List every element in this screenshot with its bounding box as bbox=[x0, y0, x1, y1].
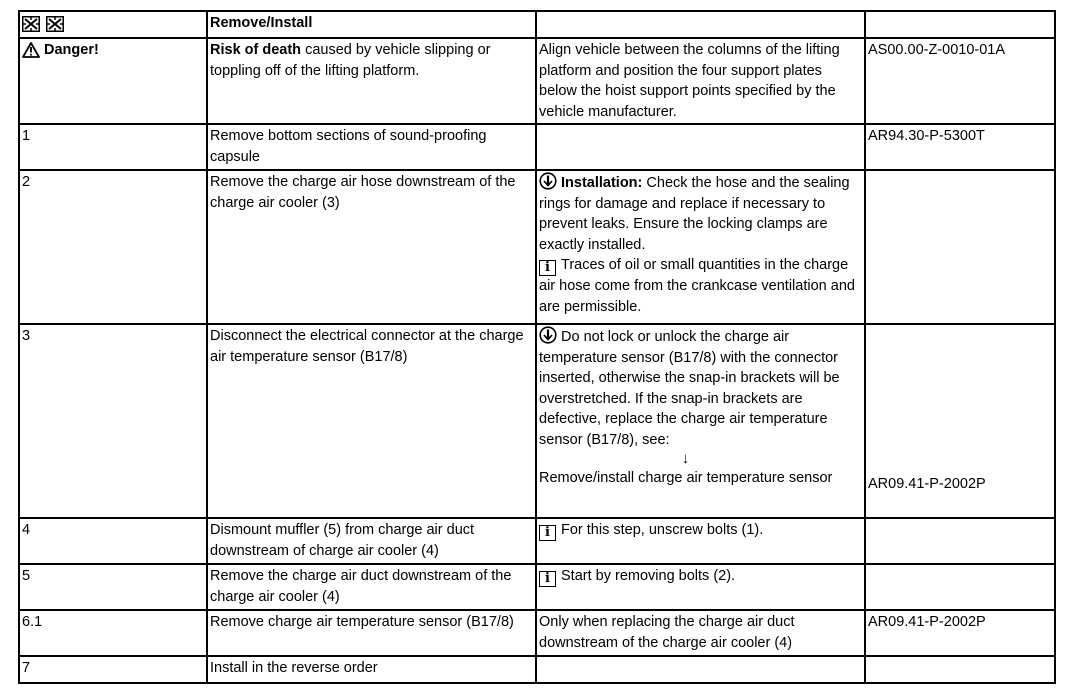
installation-icon bbox=[539, 326, 557, 344]
action-cell: Remove bottom sections of sound-proofing capsule bbox=[207, 124, 536, 170]
grid-x-icon bbox=[22, 16, 40, 32]
info-text: Traces of oil or small quantities in the charge air hose come from the crankcase ventilation and are permissible. bbox=[539, 257, 855, 315]
ref-link[interactable]: AS00.00-Z-0010-01A bbox=[865, 38, 1055, 124]
note-cell: Only when replacing the charge air duct downstream of the charge air cooler (4) bbox=[536, 610, 865, 656]
note-cell bbox=[536, 124, 865, 170]
installation-icon bbox=[539, 172, 557, 190]
note-cell: i For this step, unscrew bolts (1). bbox=[536, 518, 865, 564]
note-cell: Align vehicle between the columns of the lifting platform and position the four support plates below the hoist support points specified by the vehicle manufacturer. bbox=[536, 38, 865, 124]
table-row bbox=[19, 324, 1055, 518]
action-cell: Disconnect the electrical connector at the charge air temperature sensor (B17/8) bbox=[207, 324, 536, 518]
info-icon: i bbox=[539, 571, 556, 587]
ref-link[interactable] bbox=[865, 518, 1055, 564]
step-cell: 6.1 bbox=[19, 610, 207, 656]
see-link-text[interactable]: Remove/install charge air temperature sensor bbox=[539, 470, 833, 486]
step-cell: 1 bbox=[19, 124, 207, 170]
table-row bbox=[19, 124, 1055, 170]
header-empty-cell bbox=[536, 11, 865, 38]
step-cell: 5 bbox=[19, 564, 207, 610]
caution-text: Do not lock or unlock the charge air temperature sensor (B17/8) with the connector inserted, otherwise the snap-in brackets will be overstretched. If the snap-in brackets are defective, replace the charge air temperature sensor (B17/8), see: bbox=[539, 329, 840, 448]
ref-link[interactable]: AR09.41-P-2002P bbox=[865, 610, 1055, 656]
table-row bbox=[19, 518, 1055, 564]
header-title: Remove/Install bbox=[207, 11, 536, 38]
table-row bbox=[19, 656, 1055, 683]
grid-x-icon bbox=[46, 16, 64, 32]
step-cell bbox=[19, 38, 207, 124]
installation-label: Installation: bbox=[561, 175, 643, 191]
ref-link[interactable] bbox=[865, 170, 1055, 324]
step-cell: 7 bbox=[19, 656, 207, 683]
action-cell: Dismount muffler (5) from charge air duct downstream of charge air cooler (4) bbox=[207, 518, 536, 564]
ref-link[interactable]: AR09.41-P-2002P bbox=[865, 324, 1055, 518]
action-cell: Remove charge air temperature sensor (B17/8) bbox=[207, 610, 536, 656]
table-row-danger bbox=[19, 38, 1055, 124]
warning-triangle-icon bbox=[22, 42, 40, 58]
note-cell bbox=[536, 324, 865, 518]
header-empty-cell bbox=[865, 11, 1055, 38]
note-cell bbox=[536, 656, 865, 683]
action-cell: Remove the charge air hose downstream of the charge air cooler (3) bbox=[207, 170, 536, 324]
info-icon: i bbox=[539, 525, 556, 541]
danger-bold-text: Risk of death bbox=[210, 42, 302, 58]
action-cell: Install in the reverse order bbox=[207, 656, 536, 683]
ref-link[interactable] bbox=[865, 564, 1055, 610]
note-cell: i Start by removing bolts (2). bbox=[536, 564, 865, 610]
step-cell: 3 bbox=[19, 324, 207, 518]
action-cell bbox=[207, 38, 536, 124]
installation-text: Check the hose and the sealing rings for damage and replace if necessary to prevent leaks. Ensure the locking clamps are exactly installed. bbox=[539, 175, 850, 253]
ref-link[interactable]: AR94.30-P-5300T bbox=[865, 124, 1055, 170]
table-row bbox=[19, 170, 1055, 324]
table-row bbox=[19, 564, 1055, 610]
info-icon: i bbox=[539, 260, 556, 276]
ref-link[interactable] bbox=[865, 656, 1055, 683]
danger-label: Danger! bbox=[44, 42, 99, 58]
table-header-row bbox=[19, 11, 1055, 38]
header-icons-cell bbox=[19, 11, 207, 38]
action-cell: Remove the charge air duct downstream of the charge air cooler (4) bbox=[207, 564, 536, 610]
procedure-table bbox=[18, 10, 1056, 684]
step-cell: 2 bbox=[19, 170, 207, 324]
down-arrow-icon: ↓ bbox=[681, 450, 690, 467]
note-cell bbox=[536, 170, 865, 324]
step-cell: 4 bbox=[19, 518, 207, 564]
table-row bbox=[19, 610, 1055, 656]
danger-action-text: caused by vehicle slipping or toppling off of the lifting platform. bbox=[210, 42, 491, 79]
